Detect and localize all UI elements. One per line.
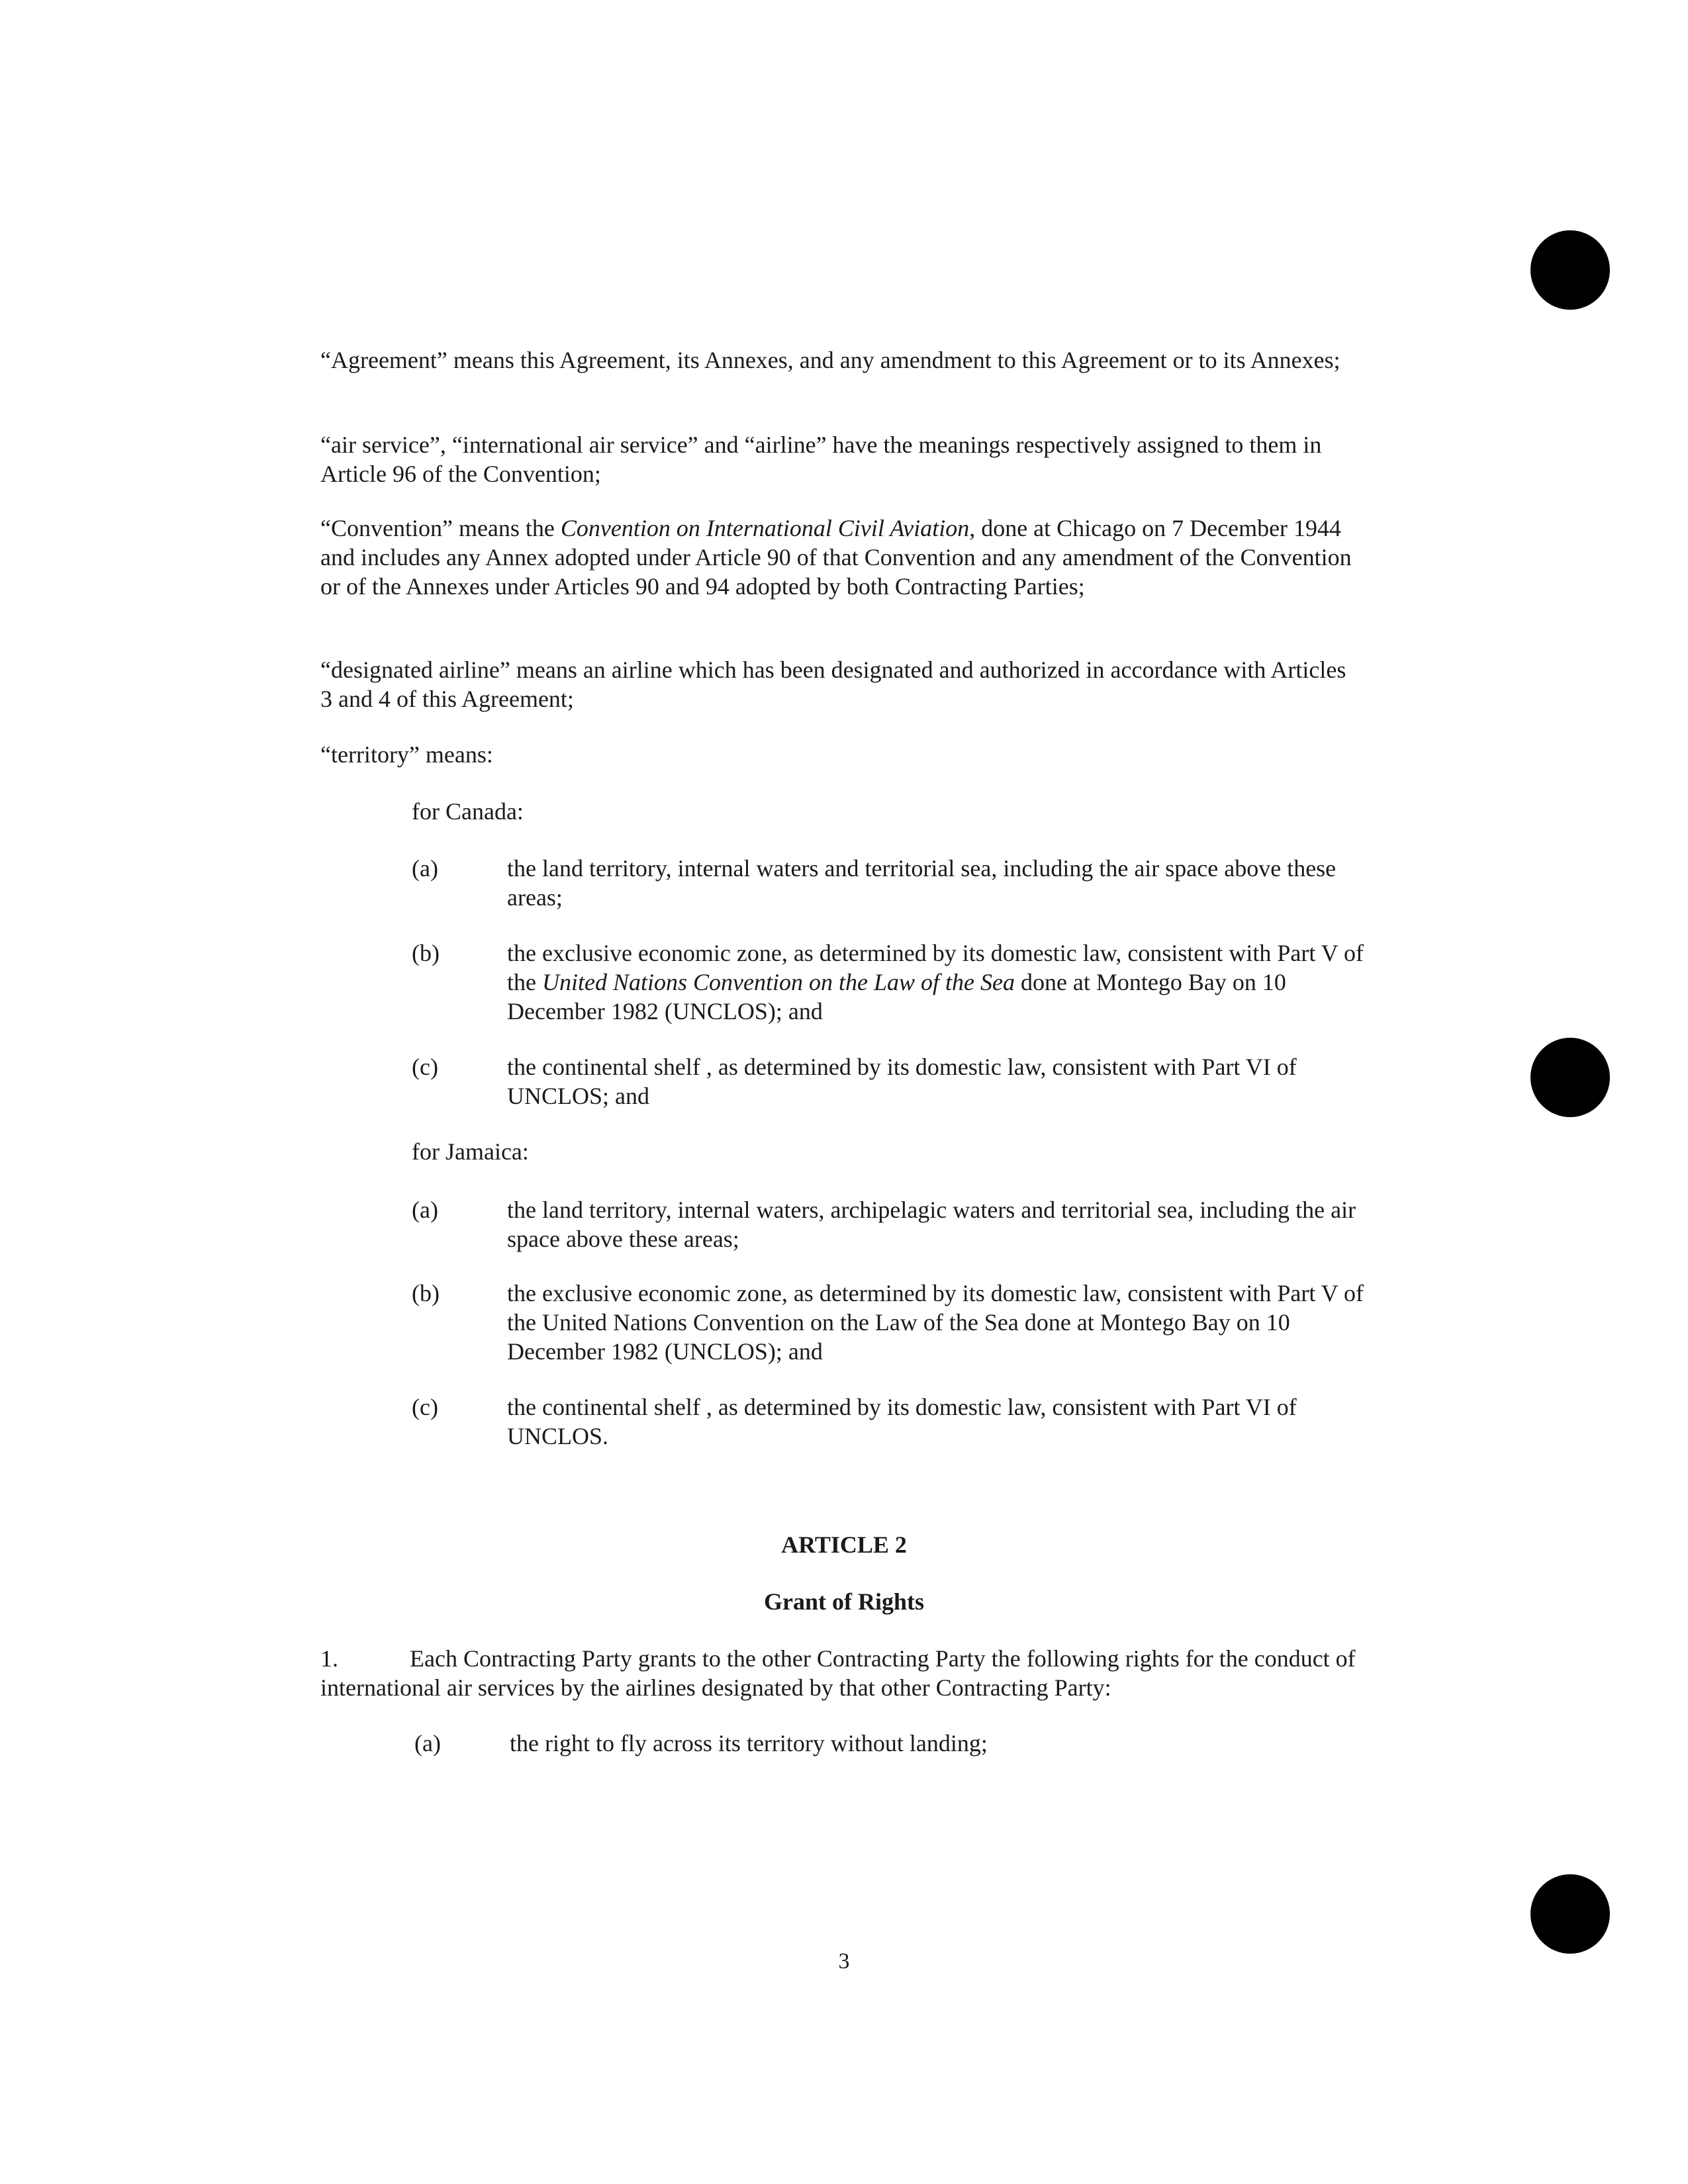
canada-item-b-text xyxy=(507,938,1368,1026)
definition-convention xyxy=(320,514,1353,601)
punch-hole-bottom xyxy=(1530,1874,1610,1954)
canada-item-a-text: the land territory, internal waters and territorial sea, including the air space above these areas; xyxy=(507,855,1336,911)
canada-item-a-label: (a) xyxy=(412,855,438,882)
jamaica-item-b-label: (b) xyxy=(412,1280,440,1306)
unclos-title-italic: United Nations Convention on the Law of the Sea xyxy=(541,969,1015,995)
jamaica-item-b-text: the exclusive economic zone, as determined by its domestic law, consistent with Part V of the United Nations Convention on the Law of the Sea done at Montego Bay on 10 December 1982 (UNCLOS); and xyxy=(507,1280,1364,1365)
paragraph-text: Each Contracting Party grants to the other Contracting Party the following rights for the conduct of international air services by the airlines designated by that other Contracting Party: xyxy=(320,1645,1356,1701)
punch-hole-middle xyxy=(1530,1038,1610,1117)
article-item-a-label: (a) xyxy=(414,1730,441,1756)
convention-text-after: , done at Chicago on 7 December 1944 and includes any Annex adopted under Article 90 of that Convention and any amendment of the Convention or of the Annexes under Articles 90 and 94 adopted by both Contracting Parties; xyxy=(320,515,1352,600)
canada-item-c-text: the continental shelf , as determined by its domestic law, consistent with Part VI of UNCLOS; and xyxy=(507,1054,1297,1109)
definition-air-service: “air service”, “international air service” and “airline” have the meanings respectively assigned to them in Article 96 of the Convention; xyxy=(320,432,1322,487)
article-item-a-text: the right to fly across its territory without landing; xyxy=(510,1730,988,1756)
paragraph-number: 1. xyxy=(320,1645,338,1672)
canada-item-c-label: (c) xyxy=(412,1054,438,1080)
canada-heading: for Canada: xyxy=(412,798,524,825)
canada-item-b-before: the exclusive economic zone, as determined by its domestic law, consistent with Part V of the xyxy=(507,940,1364,995)
punch-hole-top xyxy=(1530,230,1610,310)
canada-item-b-after: done at Montego Bay on 10 December 1982 (UNCLOS); and xyxy=(507,969,1286,1024)
definition-territory: “territory” means: xyxy=(320,741,493,768)
jamaica-item-a-label: (a) xyxy=(412,1197,438,1223)
convention-text-before: “Convention” means the xyxy=(320,515,561,541)
convention-title-italic: Convention on International Civil Aviation xyxy=(560,515,970,541)
jamaica-item-a-text: the land territory, internal waters, archipelagic waters and territorial sea, including the air space above these areas; xyxy=(507,1197,1356,1252)
jamaica-heading: for Jamaica: xyxy=(412,1138,529,1165)
page-number: 3 xyxy=(838,1949,850,1974)
canada-item-b-label: (b) xyxy=(412,940,440,966)
jamaica-item-c-label: (c) xyxy=(412,1394,438,1420)
article-title: Grant of Rights xyxy=(764,1588,924,1615)
jamaica-item-c-text: the continental shelf , as determined by its domestic law, consistent with Part VI of UNCLOS. xyxy=(507,1394,1297,1449)
article-number: ARTICLE 2 xyxy=(781,1531,907,1558)
article-paragraph-1 xyxy=(320,1644,1366,1702)
definition-agreement: “Agreement” means this Agreement, its Annexes, and any amendment to this Agreement or to its Annexes; xyxy=(320,347,1340,373)
definition-designated-airline: “designated airline” means an airline which has been designated and authorized in accordance with Articles 3 and 4 of this Agreement; xyxy=(320,657,1346,712)
